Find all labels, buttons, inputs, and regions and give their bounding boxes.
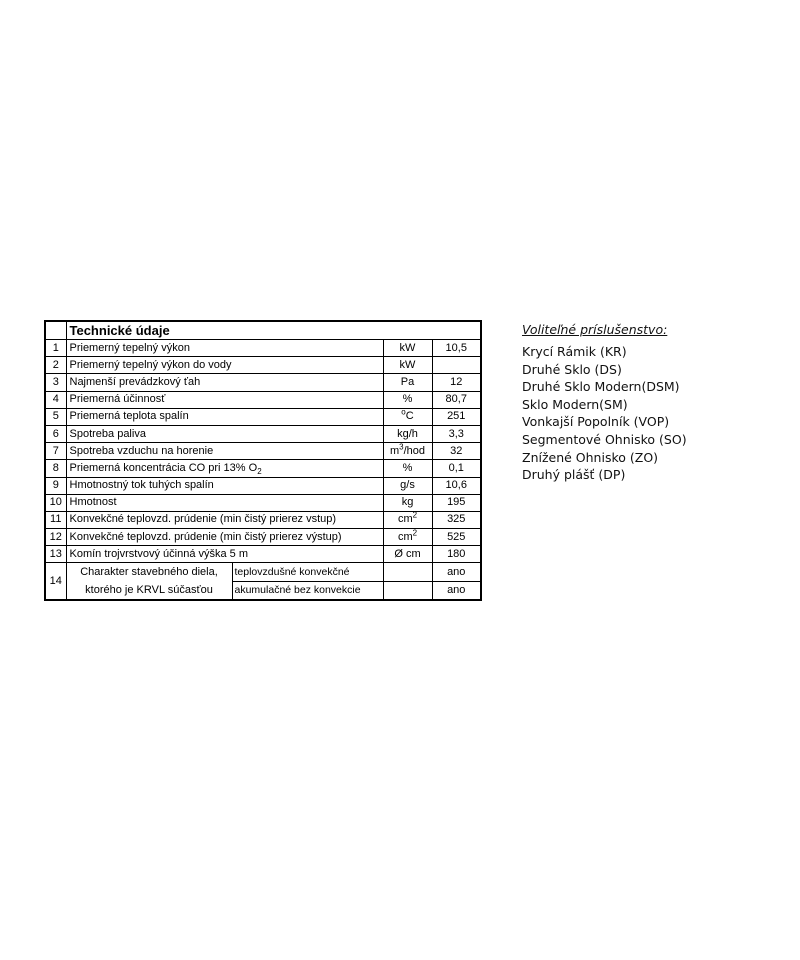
sub-row-label: teplovzdušné konvekčné [232,563,383,581]
row-value: ano [432,563,481,581]
list-item: Sklo Modern(SM) [522,396,628,412]
accessories-title: Voliteľné príslušenstvo: [522,322,668,337]
row-number: 3 [45,374,66,391]
row-label: Komín trojvrstvový účinná výška 5 m [66,546,383,563]
table-row [45,460,481,477]
row-unit: kW [383,357,432,374]
row-label: Konvekčné teplovzd. prúdenie (min čistý prierez vstup) [66,511,383,528]
row-unit: Pa [383,374,432,391]
unit-superscript: 2 [412,511,418,520]
row-number: 10 [45,494,66,511]
row-unit: kg [383,494,432,511]
row-label [66,460,383,477]
row-value: 325 [432,511,481,528]
row-number: 8 [45,460,66,477]
row-unit: kg/h [383,425,432,442]
list-item: Druhé Sklo (DS) [522,361,622,377]
unit-main: cm [397,530,413,543]
row-number: 11 [45,511,66,528]
row-value: 10,6 [432,477,481,494]
table-row [45,546,481,563]
row-number: 1 [45,340,66,357]
row-unit: kW [383,340,432,357]
list-item: Znížené Ohnisko (ZO) [522,449,659,465]
row-unit: g/s [383,477,432,494]
technical-data-table [44,320,482,601]
row-value [432,357,481,374]
row-number: 13 [45,546,66,563]
row-label: Najmenší prevádzkový ťah [66,374,383,391]
row-label: Hmotnost [66,494,383,511]
row-value: 32 [432,443,481,460]
row-number: 2 [45,357,66,374]
unit-superscript: 2 [412,528,418,537]
list-item: Druhý plášť (DP) [522,467,626,483]
unit-main: cm [397,513,413,526]
character-line-2: ktorého je KRVL súčasťou [85,584,213,597]
table-title: Technické údaje [66,321,481,340]
label-main: Priemerná koncentrácia CO pri 13% O [69,461,258,474]
row-label: Spotreba paliva [66,425,383,442]
list-item: Vonkajší Popolník (VOP) [522,414,670,430]
list-item: Krycí Rámik (KR) [522,344,627,359]
optional-accessories [522,321,687,484]
table-row [45,443,481,460]
row-label: Hmotnostný tok tuhých spalín [66,477,383,494]
character-label [66,563,232,601]
row-unit [383,511,432,528]
table-row [45,340,481,357]
table-row [45,529,481,546]
row-value: 80,7 [432,391,481,408]
row-number: 14 [45,563,66,601]
table-row [45,374,481,391]
row-number: 6 [45,425,66,442]
unit-pre: m [389,444,400,457]
row-number: 9 [45,477,66,494]
row-unit [383,529,432,546]
table-row [45,391,481,408]
list-item: Segmentové Ohnisko (SO) [522,431,687,447]
table-row [45,408,481,425]
table-row [45,563,481,581]
row-unit [383,581,432,600]
row-label: Priemerný tepelný výkon [66,340,383,357]
unit-superscript: 3 [399,442,404,452]
row-unit [383,443,432,460]
table-row [45,511,481,528]
row-value: ano [432,581,481,600]
row-value: 3,3 [432,425,481,442]
row-value: 12 [432,374,481,391]
row-value: 180 [432,546,481,563]
row-unit [383,408,432,425]
row-label: Spotreba vzduchu na horenie [66,443,383,460]
unit-superscript: o [401,408,406,417]
row-number: 12 [45,529,66,546]
character-line-1: Charakter stavebného diela, [80,566,218,579]
row-label: Konvekčné teplovzd. prúdenie (min čistý prierez výstup) [66,529,383,546]
table-row [45,357,481,374]
row-unit: % [383,391,432,408]
row-unit: % [383,460,432,477]
row-value: 0,1 [432,460,481,477]
row-value: 525 [432,529,481,546]
row-value: 10,5 [432,340,481,357]
table-row [45,425,481,442]
table-row [45,477,481,494]
row-label: Priemerný tepelný výkon do vody [66,357,383,374]
unit-post: /hod [403,444,426,457]
row-label: Priemerná účinnosť [66,391,383,408]
row-unit [383,563,432,581]
row-number: 5 [45,408,66,425]
row-label: Priemerná teplota spalín [66,408,383,425]
list-item: Druhé Sklo Modern(DSM) [522,379,680,395]
row-number: 7 [45,443,66,460]
header-num-cell [45,321,66,340]
row-value: 195 [432,494,481,511]
table-header-row [45,321,481,340]
sub-row-label: akumulačné bez konvekcie [232,581,383,600]
row-number: 4 [45,391,66,408]
unit-main: C [405,410,414,423]
row-unit: Ø cm [383,546,432,563]
label-subscript: 2 [257,467,262,477]
row-value: 251 [432,408,481,425]
table-row [45,494,481,511]
